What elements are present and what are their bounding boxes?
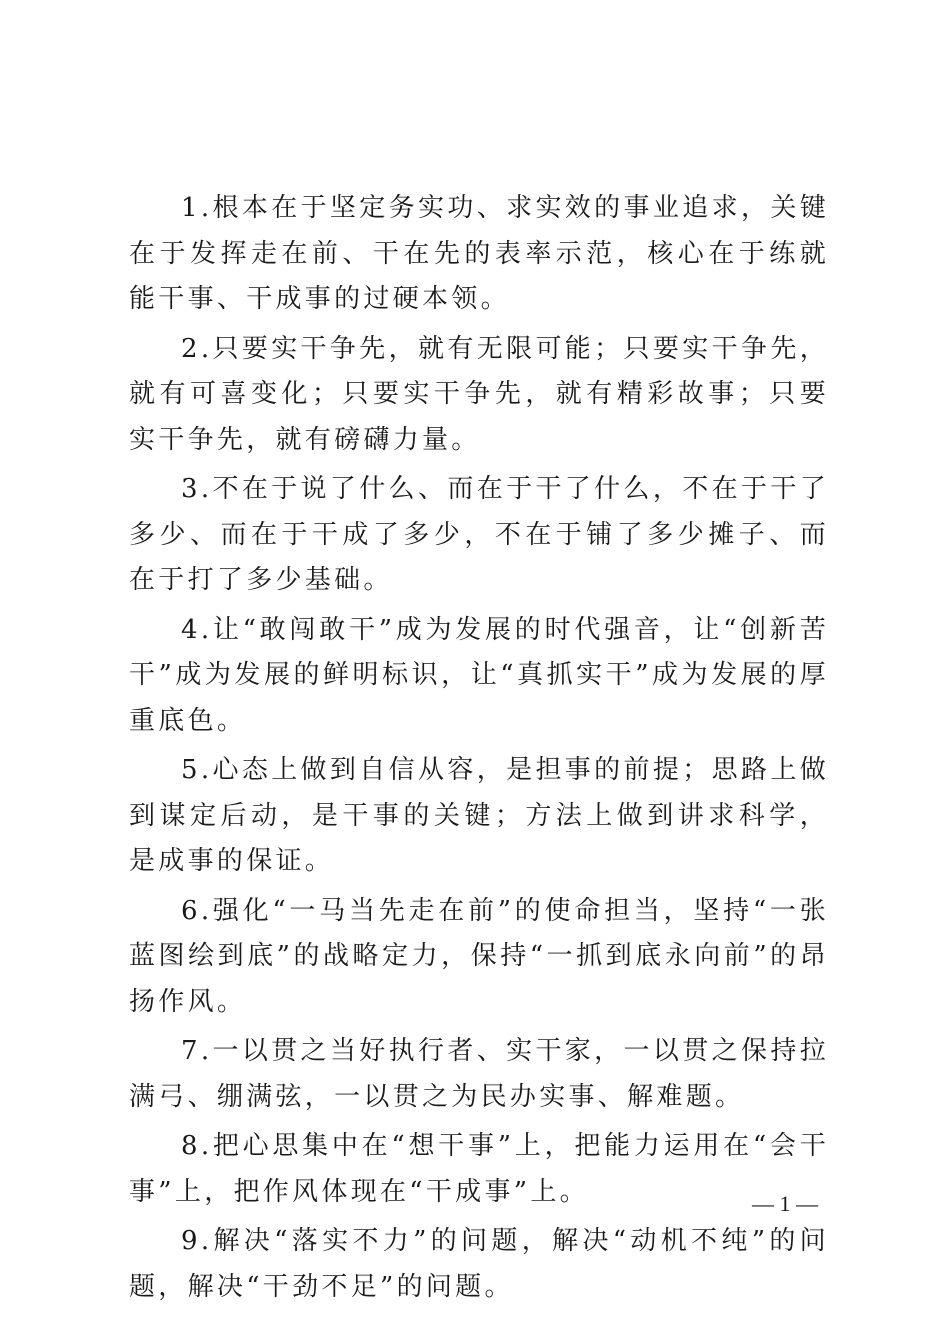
paragraph-3: 3.不在于说了什么、而在于干了什么，不在于干了多少、而在于干成了多少，不在于铺了多少摊子、而在于打了多少基础。 [129, 474, 829, 595]
paragraph-4: 4.让“敢闯敢干”成为发展的时代强音，让“创新苦干”成为发展的鲜明标识，让“真抓实干”成为发展的厚重底色。 [129, 614, 829, 736]
paragraph-9: 9.解决“落实不力”的问题，解决“动机不纯”的问题，解决“干劲不足”的问题。 [129, 1226, 829, 1302]
paragraph-1: 1.根本在于坚定务实功、求实效的事业追求，关键在于发挥走在前、干在先的表率示范，核心在于练就能干事、干成事的过硬本领。 [129, 193, 829, 314]
paragraph-6: 6.强化“一马当先走在前”的使命担当，坚持“一张蓝图绘到底”的战略定力，保持“一抓到底永向前”的昂扬作风。 [129, 895, 829, 1017]
document-body [129, 186, 829, 1314]
page-number: — 1 — [752, 1191, 818, 1216]
paragraph-8: 8.把心思集中在“想干事”上，把能力运用在“会干事”上，把作风体现在“干成事”上。 [129, 1131, 829, 1207]
paragraph-2: 2.只要实干争先，就有无限可能；只要实干争先，就有可喜变化；只要实干争先，就有精彩故事；只要实干争先，就有磅礴力量。 [129, 333, 829, 455]
paragraph-5: 5.心态上做到自信从容，是担事的前提；思路上做到谋定后动，是干事的关键；方法上做到讲求科学，是成事的保证。 [129, 755, 829, 876]
paragraph-7: 7.一以贯之当好执行者、实干家，一以贯之保持拉满弓、绷满弦，一以贯之为民办实事、解难题。 [129, 1036, 829, 1112]
